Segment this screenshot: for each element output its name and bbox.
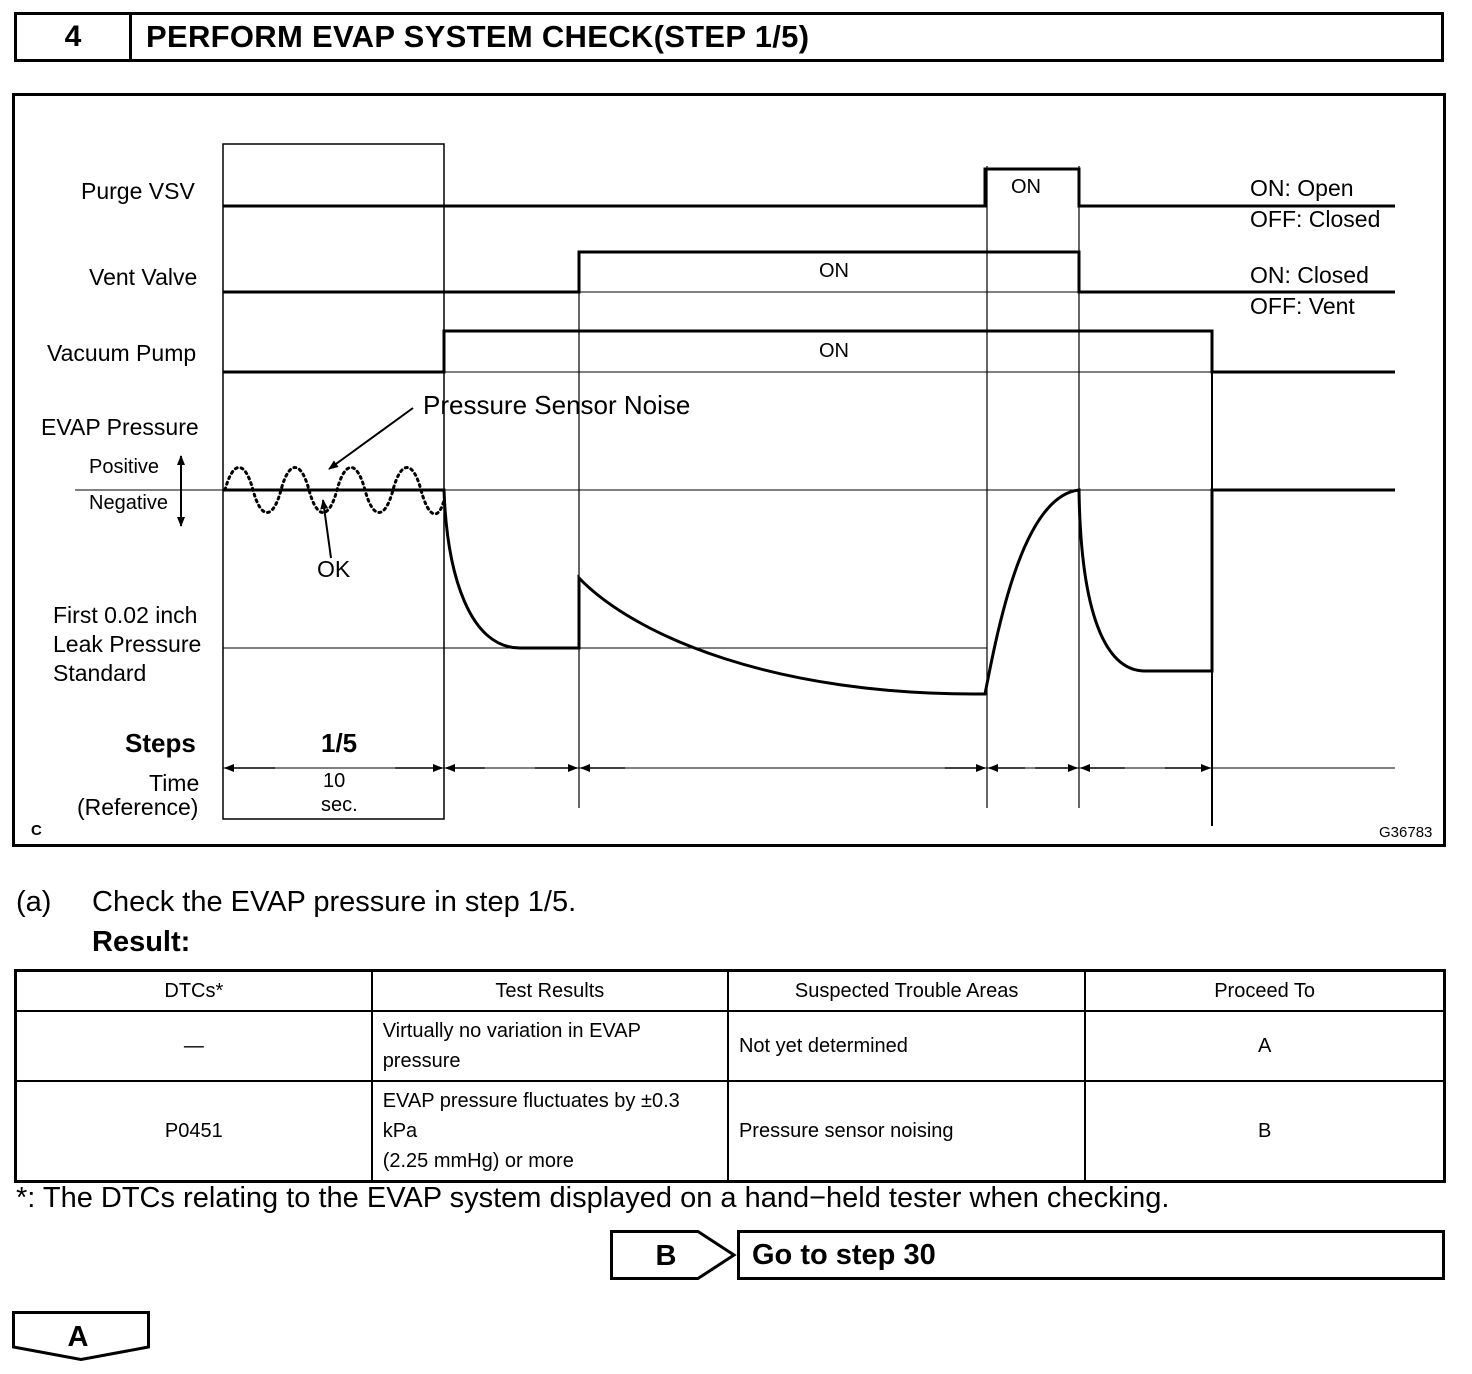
vent-valve-label: Vent Valve	[89, 264, 198, 290]
step-number: 4	[17, 15, 132, 59]
purge-on-meaning: ON: Open	[1250, 175, 1354, 201]
step-header	[14, 12, 1444, 62]
table-row	[16, 1081, 1445, 1182]
evap-timing-diagram	[12, 93, 1446, 847]
step-value: 1/5	[321, 728, 358, 758]
branch-b-marker[interactable]	[610, 1230, 738, 1280]
proceed-cell: A	[1085, 1011, 1444, 1081]
test-result-line: Virtually no variation in EVAP	[382, 1020, 641, 1042]
positive-label: Positive	[89, 456, 160, 478]
dtc-footnote: *: The DTCs relating to the EVAP system displayed on a hand−held tester when checking.	[16, 1182, 1170, 1214]
vacuum-pump-label: Vacuum Pump	[47, 340, 197, 366]
time-label: Time	[149, 770, 200, 796]
branch-b-letter: B	[655, 1240, 677, 1272]
purge-off-meaning: OFF: Closed	[1250, 206, 1381, 232]
dtc-cell: —	[16, 1011, 372, 1081]
standard-label-line2: Leak Pressure	[53, 631, 202, 657]
test-result-line: kPa	[382, 1120, 418, 1142]
evap-pressure-label: EVAP Pressure	[41, 414, 199, 440]
proceed-cell: B	[1085, 1081, 1444, 1182]
vent-off-meaning: OFF: Vent	[1250, 293, 1355, 319]
result-label: Result:	[92, 926, 191, 958]
ok-label: OK	[317, 556, 351, 582]
pump-on-label: ON	[819, 340, 849, 362]
instruction-marker: (a)	[16, 886, 52, 918]
time-unit: sec.	[321, 794, 358, 816]
col-header-proceed-to: Proceed To	[1085, 971, 1444, 1012]
table-header-row	[16, 971, 1445, 1012]
dtc-cell: P0451	[16, 1081, 372, 1182]
col-header-trouble-areas: Suspected Trouble Areas	[728, 971, 1085, 1012]
corner-letter: C	[31, 822, 42, 839]
time-value: 10	[323, 770, 346, 792]
purge-on-label: ON	[1011, 176, 1041, 198]
standard-label-line3: Standard	[53, 660, 147, 686]
test-result-cell	[372, 1081, 728, 1182]
trouble-area-cell: Not yet determined	[728, 1011, 1085, 1081]
branch-a-letter: A	[67, 1321, 89, 1353]
step-1-5-box	[223, 144, 444, 819]
step-title: PERFORM EVAP SYSTEM CHECK(STEP 1/5)	[146, 19, 810, 54]
branch-b-arrow-icon	[610, 1230, 738, 1280]
col-header-dtcs: DTCs*	[16, 971, 372, 1012]
negative-label: Negative	[89, 492, 168, 514]
time-reference-label: (Reference)	[77, 794, 199, 820]
noise-label: Pressure Sensor Noise	[423, 390, 691, 420]
vent-on-meaning: ON: Closed	[1250, 262, 1369, 288]
instruction-text: Check the EVAP pressure in step 1/5.	[92, 886, 577, 918]
test-result-line: (2.25 mmHg) or more	[382, 1150, 574, 1172]
trouble-area-cell: Pressure sensor noising	[728, 1081, 1085, 1182]
go-to-step-30[interactable]: Go to step 30	[737, 1230, 1445, 1280]
result-table	[14, 969, 1446, 1183]
standard-label-line1: First 0.02 inch	[53, 602, 198, 628]
test-result-line: pressure	[382, 1050, 461, 1072]
figure-code: G36783	[1379, 824, 1433, 841]
test-result-cell	[372, 1011, 728, 1081]
col-header-test-results: Test Results	[372, 971, 728, 1012]
timing-diagram-graphic	[15, 96, 1443, 844]
table-row	[16, 1011, 1445, 1081]
steps-label: Steps	[125, 728, 196, 758]
branch-a-marker[interactable]	[12, 1311, 150, 1361]
branch-a-arrow-icon	[12, 1311, 150, 1361]
purge-vsv-label: Purge VSV	[81, 178, 195, 204]
vent-on-label: ON	[819, 260, 849, 282]
test-result-line: EVAP pressure fluctuates by ±0.3	[382, 1090, 680, 1112]
